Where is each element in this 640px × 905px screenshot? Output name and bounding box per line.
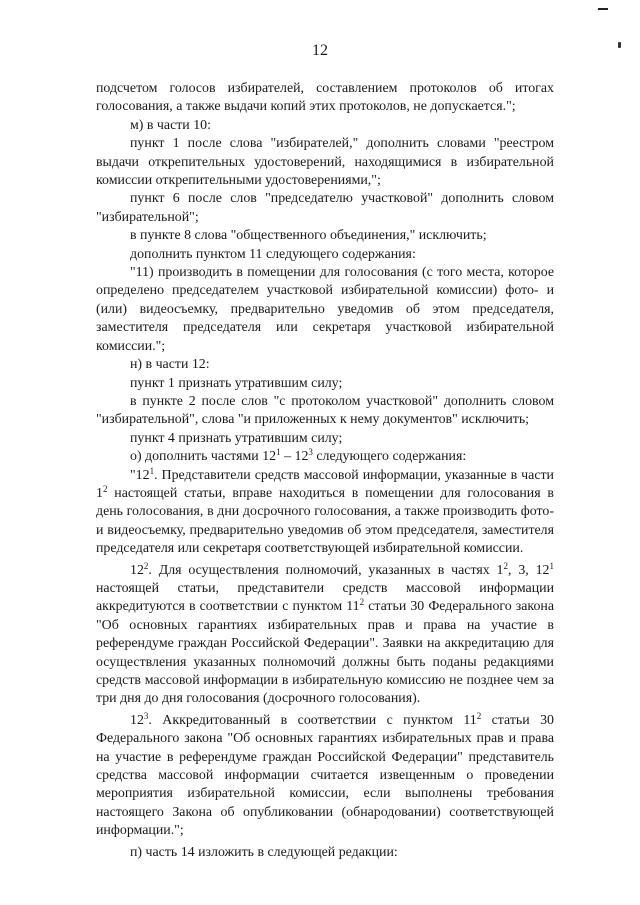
paragraph: $12^3$. Аккредитованный в соответствии с пунктом $11^2$ статьи 30 Федерального закона "Об основных гарантиях избирательных прав и права на участие в референдуме граждан Российской Федерации" представитель средства массовой информации считается извещенным о проведении мероприятия избирательной комиссии, если выполнены требования настоящего Закона об опубликовании (обнародовании) соответствующей информации.";	[96, 710, 554, 839]
paragraph: в пункте 8 слова "общественного объединения," исключить;	[130, 228, 487, 244]
paragraph: пункт 1 после слова "избирателей," дополнить словами "реестром выдачи открепительных удостоверений, находящимися в избирательной комиссии открепительными удостоверениями,";	[96, 136, 554, 189]
paragraph: "$12^1$. Представители средств массовой информации, указанные в части $1^2$ настоящей статьи, вправе находиться в помещении для голосования в день голосования, в дни досрочного голосования, а также производить фото- и видеосъемку, предварительно уведомив об этом председателя, заместителя председателя или секретаря соответствующей избирательной комиссии.	[96, 465, 554, 557]
paragraph: "11) производить в помещении для голосования (с того места, которое определено председателем участковой избирательной комиссии) фото- и (или) видеосъемку, предварительно уведомив об этом председателя, заместителя председателя или секретаря участковой избирательной комиссии.";	[96, 265, 554, 354]
superscript: 2	[102, 483, 108, 494]
paragraph: дополнить пунктом 11 следующего содержания:	[130, 246, 416, 262]
superscript: 2	[143, 560, 149, 571]
paragraph: $12^2$. Для осуществления полномочий, указанных в частях $1^2$, 3, $12^1$ настоящей статьи, представители средств массовой информации аккредитуются в соответствии с пунктом $11^2$ статьи 30 Федерального закона "Об основных гарантиях избирательных прав и права на участие в референдуме граждан Российской Федерации". Заявки на аккредитацию для осуществления указанных полномочий должны быть поданы редакциями средств массовой информации в избирательную комиссию не позднее чем за три дня до дня голосования (досрочного голосования).	[96, 560, 554, 707]
superscript: 1	[149, 465, 155, 476]
superscript: 3	[143, 710, 149, 721]
superscript: 1	[549, 560, 554, 571]
paragraph: в пункте 2 после слов "с протоколом участковой" дополнить словом "избирательной", слова "и приложенных к нему документов" исключить;	[96, 393, 554, 428]
superscript: 2	[476, 710, 482, 721]
paragraph: о) дополнить частями $12^1 - 12^3$ следующего содержания:	[130, 447, 467, 465]
document-body	[96, 80, 554, 862]
scan-mark	[598, 8, 608, 10]
paragraph: пункт 1 признать утратившим силу;	[130, 375, 343, 391]
superscript: 2	[359, 597, 365, 608]
paragraph: м) в части 10:	[130, 117, 211, 133]
paragraph: н) в части 12:	[130, 357, 210, 373]
superscript: 3	[308, 447, 313, 458]
superscript: 1	[276, 447, 281, 458]
page-number: 12	[312, 42, 328, 59]
paragraph: пункт 4 признать утратившим силу;	[130, 430, 343, 446]
paragraph: подсчетом голосов избирателей, составлением протоколов об итогах голосования, а также выдачи копий этих протоколов, не допускается.";	[96, 81, 554, 115]
paragraph: п) часть 14 изложить в следующей редакции:	[130, 844, 398, 860]
paragraph: пункт 6 после слов "председателю участковой" дополнить словом "избирательной";	[96, 191, 554, 225]
superscript: 2	[503, 560, 508, 571]
